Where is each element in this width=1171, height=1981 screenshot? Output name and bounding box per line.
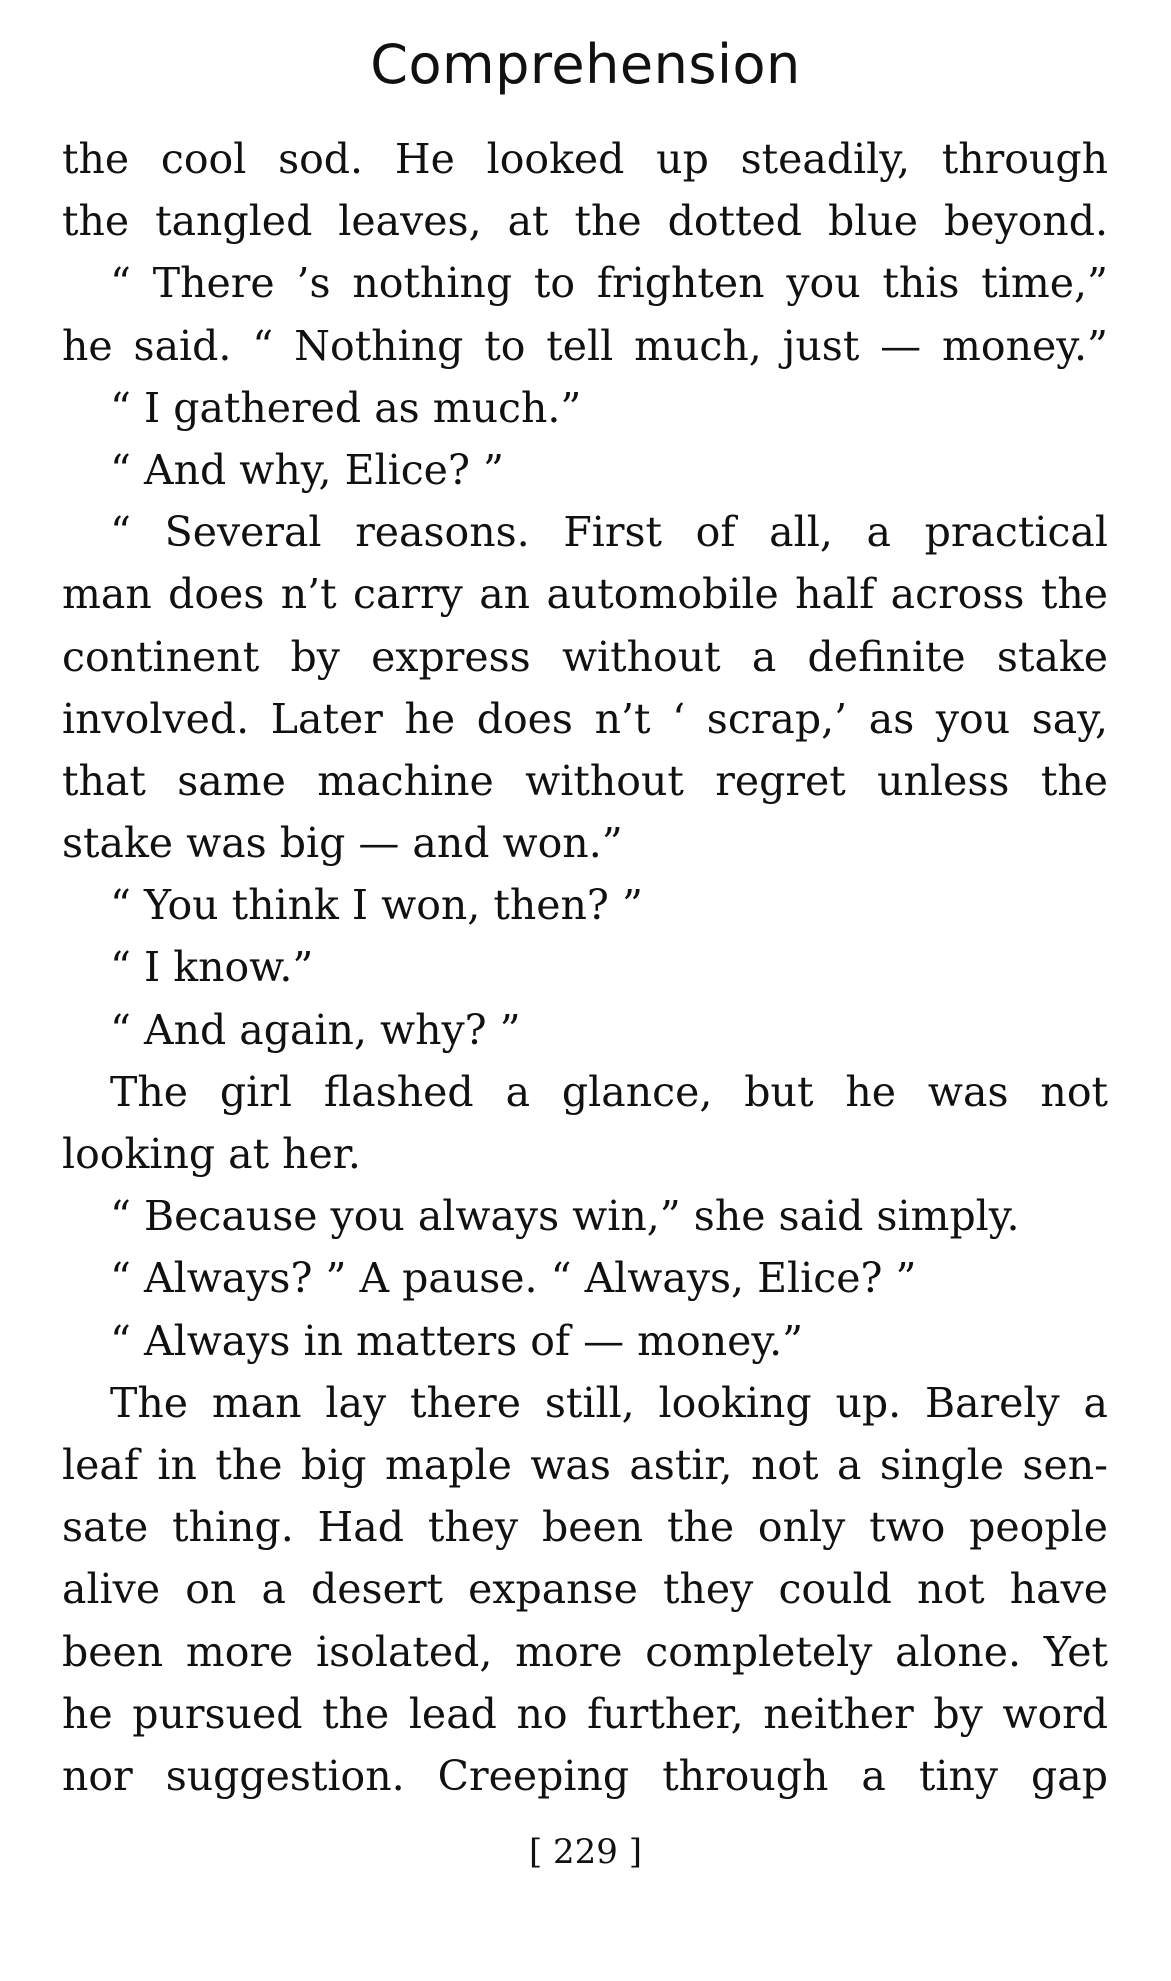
text-line: The man lay there still, looking up. Barely a [110, 1378, 1108, 1427]
text-line: “ And why, Elice? ” [110, 445, 504, 494]
text-line: alive on a desert expanse they could not have [62, 1565, 1108, 1614]
text-line: he said. “ Nothing to tell much, just — money.” [62, 321, 1108, 370]
text-line: “ You think I won, then? ” [110, 881, 643, 930]
text-line: nor suggestion. Creeping through a tiny gap [62, 1751, 1108, 1800]
text-line: stake was big — and won.” [62, 819, 623, 868]
text-line: involved. Later he does n’t ‘ scrap,’ as you say, [62, 694, 1108, 743]
text-line: “ Because you always win,” she said simply. [110, 1192, 1020, 1241]
text-line: the tangled leaves, at the dotted blue beyond. [62, 197, 1108, 246]
text-line: man does n’t carry an automobile half across the [62, 570, 1108, 619]
text-line: “ There ’s nothing to frighten you this time,” [110, 259, 1108, 308]
text-line: looking at her. [62, 1130, 361, 1178]
text-line: he pursued the lead no further, neither by word [62, 1689, 1108, 1738]
text-line: been more isolated, more completely alone. Yet [62, 1627, 1108, 1676]
text-line: continent by express without a definite stake [62, 632, 1108, 681]
text-line: “ Always? ” A pause. “ Always, Elice? ” [110, 1254, 917, 1303]
text-line: the cool sod. He looked up steadily, through [62, 135, 1108, 183]
text-line: The girl flashed a glance, but he was not [110, 1067, 1108, 1116]
text-line: leaf in the big maple was astir, not a single sen- [62, 1440, 1108, 1489]
page-number: [ 229 ] [528, 1832, 643, 1872]
body-text [62, 128, 1108, 1807]
running-head: Comprehension [370, 33, 801, 96]
text-line: “ I gathered as much.” [110, 383, 582, 432]
text-line: “ I know.” [110, 943, 314, 992]
text-line: that same machine without regret unless the [62, 756, 1108, 805]
text-line: “ Several reasons. First of all, a practical [110, 508, 1108, 557]
text-line: “ And again, why? ” [110, 1005, 521, 1054]
text-line: sate thing. Had they been the only two people [62, 1503, 1108, 1552]
text-line: “ Always in matters of — money.” [110, 1316, 804, 1365]
